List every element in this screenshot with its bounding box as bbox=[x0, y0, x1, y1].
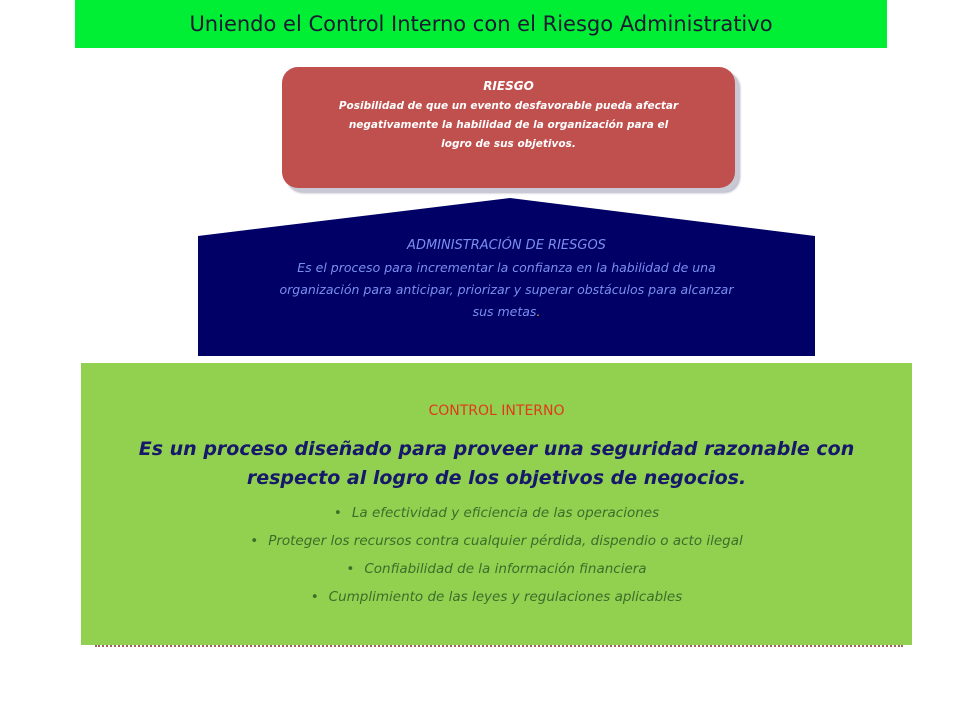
admin-line: Es el proceso para incrementar la confianza en la habilidad de una bbox=[297, 260, 716, 275]
dotted-divider bbox=[95, 645, 903, 647]
riesgo-line: negativamente la habilidad de la organización para el bbox=[348, 119, 669, 131]
control-definition-line: Es un proceso diseñado para proveer una seguridad razonable con bbox=[138, 438, 855, 460]
riesgo-line: logro de sus objetivos. bbox=[441, 138, 576, 150]
control-bullet-list bbox=[81, 499, 912, 611]
control-box bbox=[81, 363, 912, 645]
admin-heading: ADMINISTRACIÓN DE RIESGOS bbox=[407, 238, 606, 253]
page-title: Uniendo el Control Interno con el Riesgo Administrativo bbox=[189, 12, 773, 36]
admin-line: sus metas bbox=[472, 304, 537, 319]
admin-definition bbox=[212, 257, 801, 323]
control-definition-line: respecto al logro de los objetivos de negocios. bbox=[246, 467, 747, 489]
admin-end-mark: . bbox=[536, 304, 541, 319]
control-bullet: • Confiabilidad de la información financiera bbox=[81, 555, 912, 583]
control-heading: CONTROL INTERNO bbox=[428, 403, 565, 419]
admin-box bbox=[198, 236, 815, 356]
control-bullet: • Proteger los recursos contra cualquier pérdida, dispendio o acto ilegal bbox=[81, 527, 912, 555]
riesgo-heading: RIESGO bbox=[483, 79, 534, 93]
control-definition bbox=[101, 435, 892, 493]
riesgo-line: Posibilidad de que un evento desfavorable pueda afectar bbox=[338, 100, 679, 112]
control-bullet: • Cumplimiento de las leyes y regulaciones aplicables bbox=[81, 583, 912, 611]
admin-line-last bbox=[212, 301, 801, 323]
admin-line: organización para anticipar, priorizar y superar obstáculos para alcanzar bbox=[279, 282, 734, 297]
control-bullet: • La efectividad y eficiencia de las operaciones bbox=[81, 499, 912, 527]
